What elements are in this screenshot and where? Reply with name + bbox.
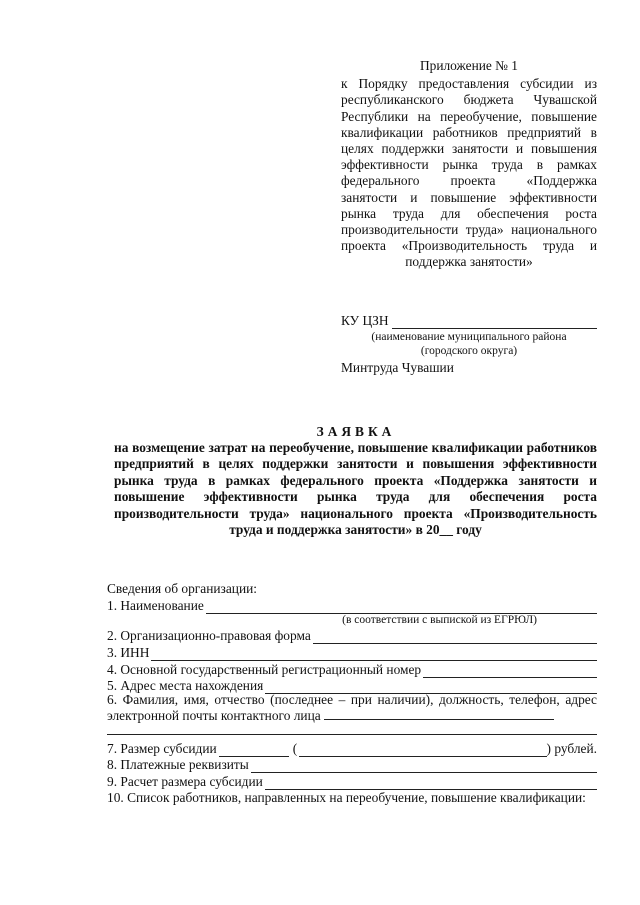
field-ogrn-label: 4. Основной государственный регистрационный номер (107, 662, 422, 677)
field-calc-row (107, 774, 597, 790)
kuczn-note-line1: (наименование муниципального района (371, 331, 567, 343)
field-legal-form-label: 2. Организационно-правовая форма (107, 628, 311, 643)
field-legal-form-row (107, 628, 597, 644)
kuczn-label: КУ ЦЗН (341, 313, 389, 328)
field-contact-extra-line[interactable] (107, 734, 597, 735)
document-title: ЗАЯВКА (316, 424, 396, 439)
field-name-label: 1. Наименование (107, 598, 204, 613)
field-subsidy-blank[interactable] (219, 745, 289, 757)
field-requisites-label: 8. Платежные реквизиты (107, 757, 249, 772)
field-subsidy-row: 7. Размер субсидии ( ) рублей. (107, 741, 597, 756)
appendix-block (341, 58, 597, 271)
field-employees-row (107, 790, 597, 806)
kuczn-note (341, 330, 597, 358)
field-contact-blank[interactable] (324, 708, 554, 720)
field-calc-label: 9. Расчет размера субсидии (107, 774, 263, 789)
field-requisites-row (107, 757, 597, 773)
field-ogrn-blank[interactable] (423, 666, 597, 678)
field-ogrn-row (107, 662, 597, 678)
field-inn-blank[interactable] (151, 649, 597, 661)
field-name-row (107, 598, 597, 614)
field-name-blank[interactable] (206, 602, 597, 614)
field-contact-label: 6. Фамилия, имя, отчество (последнее – при наличии), должность, телефон, адрес электронной почты контактного лица (107, 692, 597, 724)
field-requisites-blank[interactable] (251, 761, 597, 773)
field-address-label: 5. Адрес места нахождения (107, 678, 264, 693)
field-subsidy-unit: ) рублей. (546, 741, 597, 756)
section-heading: Сведения об организации: (107, 581, 258, 596)
appendix-heading: Приложение № 1 (419, 58, 519, 73)
field-inn-row (107, 645, 597, 661)
field-inn-label: 3. ИНН (107, 645, 150, 660)
document-subtitle: на возмещение затрат на переобучение, повышение квалификации работников предприятий в целях поддержки занятости и повышения эффективности рынка труда в рамках федерального проекта «Поддержка занятости и повышение эффективности рынка труда для обеспечения роста производительности труда» национального проекта «Производительность труда и поддержка занятости» в 20__ году (114, 440, 597, 538)
kuczn-blank (392, 317, 597, 329)
field-employees-label: 10. Список работников, направленных на переобучение, повышение квалификации: (107, 790, 586, 805)
field-legal-form-blank[interactable] (313, 632, 597, 644)
appendix-text: к Порядку предоставления субсидии из республиканского бюджета Чувашской Республики на переобучение, повышение квалификации работников предприятий в целях поддержки занятости и повышения эффективности рынка труда в рамках федерального проекта «Поддержка занятости и повышение эффективности рынка труда для обеспечения роста производительности труда» национального проекта «Производительность труда и поддержка занятости» (341, 76, 597, 270)
ministry-name: Минтруда Чувашии (341, 360, 454, 375)
field-subsidy-words-blank[interactable] (299, 745, 546, 757)
field-name-note: (в соответствии с выпиской из ЕГРЮЛ) (342, 614, 537, 626)
field-calc-blank[interactable] (265, 778, 597, 790)
field-contact-row (107, 692, 597, 725)
kuczn-line (341, 313, 597, 329)
field-subsidy-label: 7. Размер субсидии (107, 741, 217, 756)
kuczn-note-line2: (городского округа) (420, 345, 518, 357)
